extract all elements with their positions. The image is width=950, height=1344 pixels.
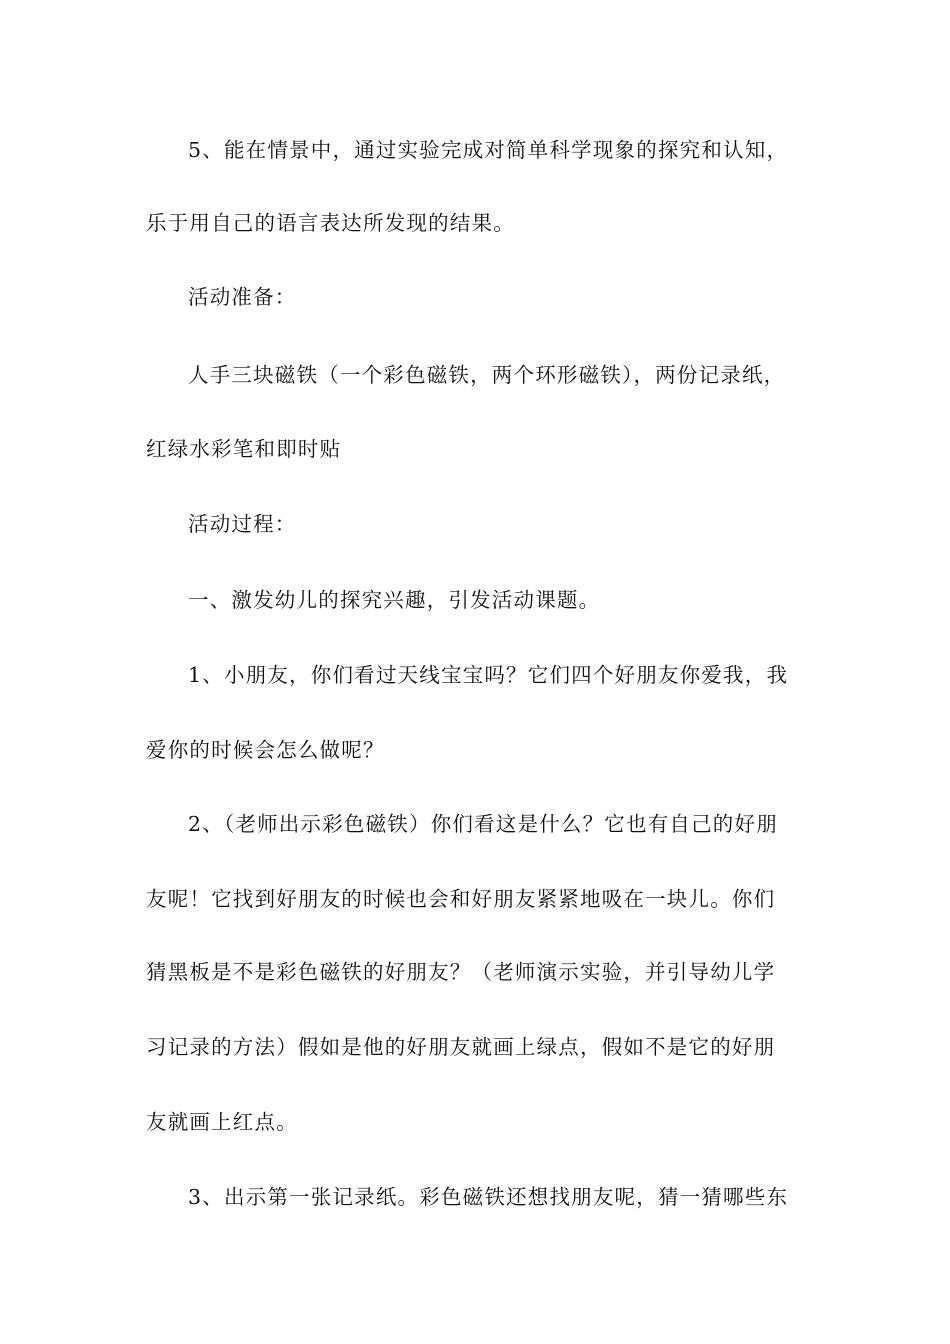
paragraph-line: 2、（老师出示彩色磁铁）你们看这是什么？它也有自己的好朋 xyxy=(188,812,778,836)
paragraph-line: 5、能在情景中，通过实验完成对简单科学现象的探究和认知， xyxy=(188,138,789,162)
paragraph-line: 3、出示第一张记录纸。彩色磁铁还想找朋友呢，猜一猜哪些东 xyxy=(188,1185,789,1209)
paragraph-line: 友就画上红点。 xyxy=(146,1110,298,1134)
paragraph-line: 友呢！它找到好朋友的时候也会和好朋友紧紧地吸在一块儿。你们 xyxy=(146,887,776,911)
paragraph-line: 1、小朋友，你们看过天线宝宝吗？它们四个好朋友你爱我，我 xyxy=(188,663,789,687)
section-heading: 活动准备： xyxy=(188,285,297,309)
paragraph-line: 乐于用自己的语言表达所发现的结果。 xyxy=(146,211,515,235)
paragraph-line: 爱你的时候会怎么做呢？ xyxy=(146,738,385,762)
paragraph-line: 人手三块磁铁（一个彩色磁铁，两个环形磁铁），两份记录纸， xyxy=(188,363,786,387)
paragraph-line: 习记录的方法）假如是他的好朋友就画上绿点，假如不是它的好朋 xyxy=(146,1035,776,1059)
paragraph-line: 猜黑板是不是彩色磁铁的好朋友？（老师演示实验，并引导幼儿学 xyxy=(146,960,776,984)
paragraph-line: 一、激发幼儿的探究兴趣，引发活动课题。 xyxy=(188,588,601,612)
section-heading: 活动过程： xyxy=(188,512,297,536)
paragraph-line: 红绿水彩笔和即时贴 xyxy=(146,437,342,461)
